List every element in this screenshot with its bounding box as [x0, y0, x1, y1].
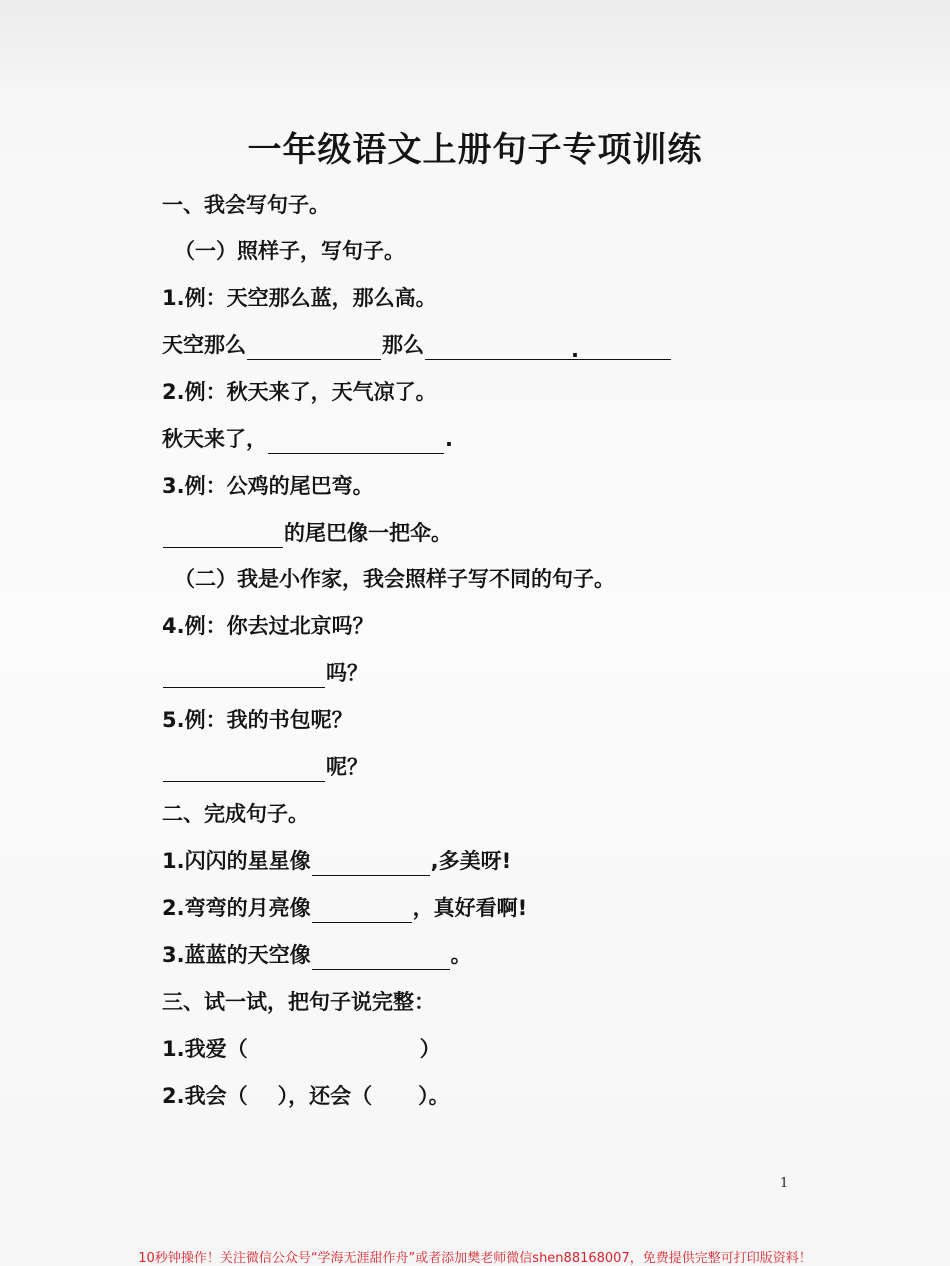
complete-sentence-2 [162, 893, 527, 923]
example-5: 5.例：我的书包呢？ [162, 708, 353, 732]
complete-sentence-3 [162, 940, 472, 970]
answer-dot: . [445, 427, 453, 451]
subsection-heading-1: （一）照样子，写句子。 [174, 239, 405, 263]
fill-blank[interactable] [163, 525, 283, 548]
fill-blank[interactable] [425, 337, 671, 360]
fill-blank[interactable] [163, 665, 325, 688]
answer-line-1 [162, 330, 672, 360]
sentence-prefix: 2.弯弯的月亮像 [162, 896, 311, 920]
sentence-suffix: ，真好看啊! [412, 896, 528, 920]
sentence-suffix: 。 [450, 943, 472, 967]
answer-line-2 [162, 424, 453, 454]
complete-sentence-1 [162, 846, 511, 876]
fill-blank[interactable] [247, 337, 381, 360]
answer-prefix: 天空那么 [162, 333, 246, 357]
example-4: 4.例：你去过北京吗？ [162, 614, 374, 638]
answer-line-3 [162, 518, 452, 548]
answer-line-5 [162, 752, 368, 782]
page-title: 一年级语文上册句子专项训练 [247, 130, 703, 170]
sentence-prefix: 1.闪闪的星星像 [162, 849, 311, 873]
page-number: 1 [780, 1176, 789, 1191]
fill-blank[interactable] [268, 431, 444, 454]
answer-suffix: 呢？ [326, 755, 368, 779]
example-1: 1.例：天空那么蓝，那么高。 [162, 286, 437, 310]
say-sentence-2 [162, 1081, 450, 1111]
section-heading-2: 二、完成句子。 [162, 802, 309, 826]
sentence-suffix: ）。 [418, 1084, 450, 1108]
answer-prefix: 秋天来了， [162, 427, 267, 451]
sentence-prefix: 3.蓝蓝的天空像 [162, 943, 311, 967]
sentence-suffix: ） [419, 1037, 441, 1061]
sentence-middle: ），还会（ [277, 1084, 373, 1108]
answer-suffix: 的尾巴像一把伞。 [284, 521, 452, 545]
answer-suffix: 吗？ [326, 661, 368, 685]
section-heading-1: 一、我会写句子。 [162, 193, 330, 217]
answer-line-4 [162, 658, 368, 688]
example-3: 3.例：公鸡的尾巴弯。 [162, 474, 374, 498]
fill-blank[interactable] [312, 947, 450, 970]
sentence-suffix: ,多美呀! [430, 849, 512, 873]
section-heading-3: 三、试一试，把句子说完整： [162, 990, 435, 1014]
sentence-prefix: 1.我爱（ [162, 1037, 248, 1061]
answer-middle: 那么 [382, 333, 424, 357]
example-2: 2.例：秋天来了，天气凉了。 [162, 380, 437, 404]
subsection-heading-2: （二）我是小作家，我会照样子写不同的句子。 [174, 567, 615, 591]
fill-blank[interactable] [312, 900, 412, 923]
say-sentence-1 [162, 1034, 441, 1064]
fill-blank[interactable] [312, 853, 430, 876]
fill-blank[interactable] [163, 759, 325, 782]
sentence-prefix: 2.我会（ [162, 1084, 248, 1108]
footer-promo-text: 10秒钟操作！关注微信公众号“学海无涯甜作舟”或者添加樊老师微信shen88168007，免费提供完整可打印版资料！ [138, 1251, 812, 1266]
blank-dot: . [571, 338, 579, 362]
